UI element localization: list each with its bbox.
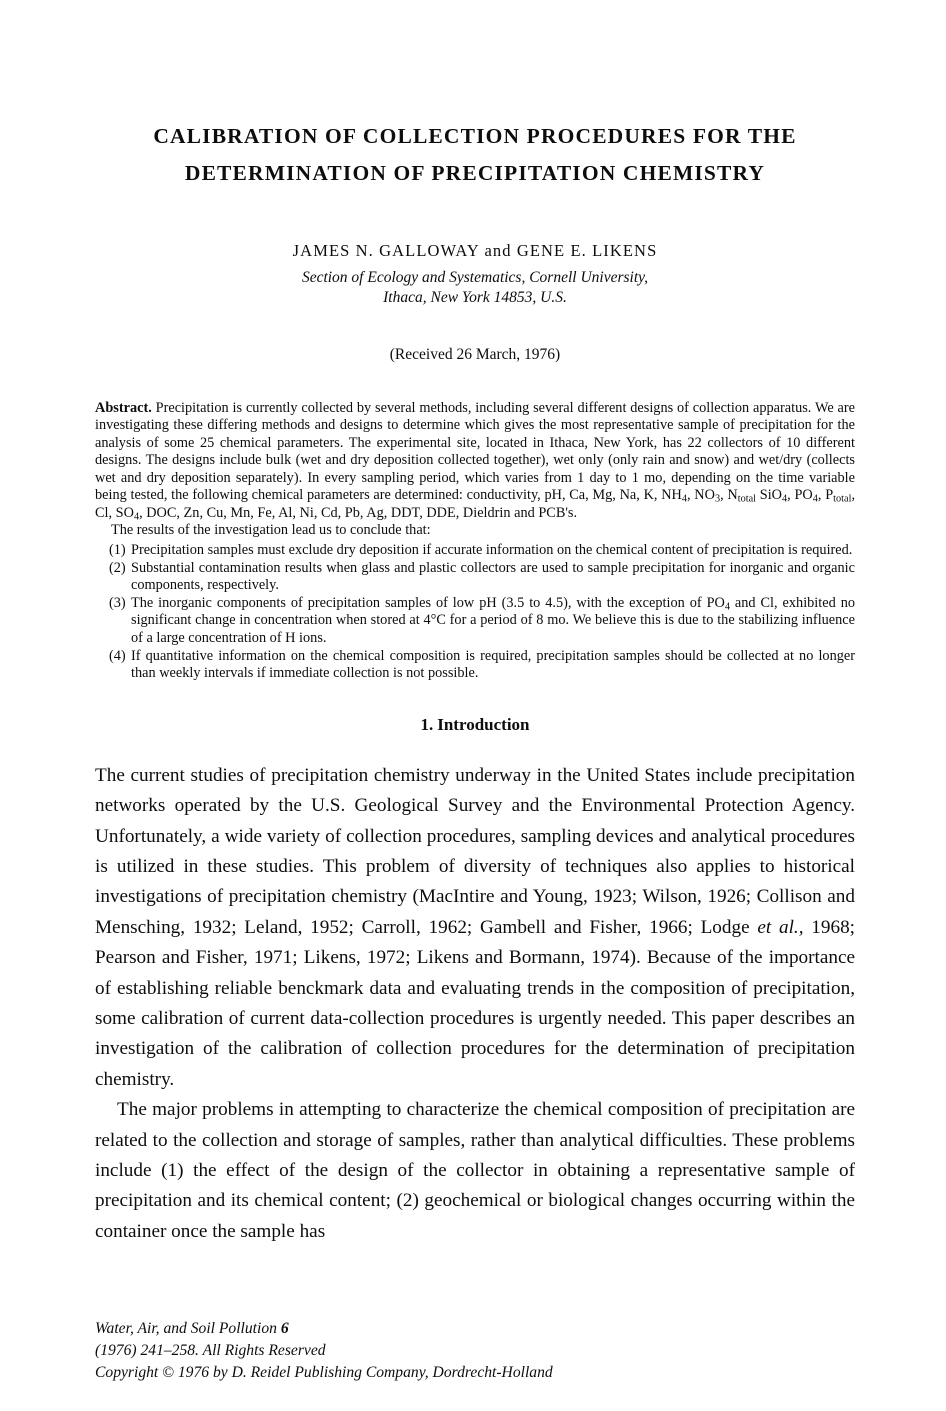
subscript-ptotal: total bbox=[833, 493, 852, 505]
footer-citation-line bbox=[95, 1318, 855, 1362]
conclusion-text-part2: and Cl, exhibited no significant change in concentration when stored at 4°C for a period of 8 mo. We believe this is due to the stabilizing influence of a large concentration of H ions. bbox=[131, 594, 855, 646]
title-line-2: DETERMINATION OF PRECIPITATION CHEMISTRY bbox=[184, 161, 766, 185]
abstract-label: Abstract. bbox=[95, 400, 152, 416]
conclusion-text-part1: The inorganic components of precipitation samples of low pH (3.5 to 4.5), with the exception of PO bbox=[131, 594, 725, 611]
paragraph-2: The major problems in attempting to characterize the chemical composition of precipitation are related to the collection and storage of samples, rather than analytical difficulties. These problems include (1) the effect of the design of the collector in obtaining a representative sample of precipitation and its chemical content; (2) geochemical or biological changes occurring within the container once the sample has bbox=[95, 1099, 855, 1242]
introduction-body bbox=[95, 761, 855, 1248]
abstract-section bbox=[95, 400, 855, 683]
page-content bbox=[95, 0, 855, 1411]
subscript-sio4: 4 bbox=[782, 493, 788, 505]
chem-sep-4: , PO bbox=[787, 487, 813, 504]
conclusion-marker: (2) bbox=[109, 559, 126, 576]
conclusion-marker: (4) bbox=[109, 647, 126, 664]
conclusion-text: Precipitation samples must exclude dry deposition if accurate information on the chemical content of precipitation is required. bbox=[131, 541, 853, 558]
chem-sep-2: , N bbox=[720, 487, 738, 504]
paragraph-1 bbox=[95, 761, 855, 1095]
chem-sep-6: , Cl, SO bbox=[95, 487, 856, 521]
conclusion-item bbox=[95, 648, 855, 683]
et-al-italic: et al., bbox=[757, 916, 804, 938]
chem-sep-1: , NO bbox=[687, 487, 715, 504]
abstract-text-main: Precipitation is currently collected by several methods, including several different designs of collection apparatus. We are investigating these differing methods and designs to determine which gives the most representative sample of precipitation for the analysis of some 25 chemical parameters. The experimental site, located in Ithaca, New York, has 22 collectors of 10 different designs. The designs include bulk (wet and dry deposition collected together), wet only (only rain and snow) and wet/dry (collects wet and dry deposition separately). In every sampling period, which varies from 1 day to 1 mo, depending on the time variable being tested, the following chemical parameters are determined: conductivity, pH, Ca, Mg, Na, K, NH bbox=[95, 400, 855, 504]
chem-sep-5: , P bbox=[817, 487, 834, 504]
abstract-body bbox=[95, 400, 855, 522]
section-title: Introduction bbox=[437, 714, 530, 734]
affiliation-line-2: Ithaca, New York 14853, U.S. bbox=[383, 289, 567, 306]
section-heading-introduction bbox=[95, 715, 855, 735]
results-intro: The results of the investigation lead us to conclude that: bbox=[111, 522, 431, 539]
title-line-1: CALIBRATION OF COLLECTION PROCEDURES FOR THE bbox=[153, 124, 797, 148]
page-footer bbox=[95, 1318, 855, 1384]
subscript-nh4: 4 bbox=[681, 493, 687, 505]
conclusion-text: Substantial contamination results when glass and plastic collectors are used to sample precipitation for inorganic and organic components, respectively. bbox=[131, 559, 855, 594]
conclusion-item bbox=[95, 595, 855, 647]
subscript-so4: 4 bbox=[133, 511, 140, 523]
journal-name: Water, Air, and Soil Pollution bbox=[95, 1320, 277, 1337]
page-title bbox=[95, 118, 855, 192]
citation-detail: (1976) 241–258. All Rights Reserved bbox=[95, 1342, 326, 1359]
chem-tail: , DOC, Zn, Cu, Mn, Fe, Al, Ni, Cd, Pb, Ag, DDT, DDE, Dieldrin and PCB's. bbox=[139, 504, 578, 521]
subscript-po4: 4 bbox=[724, 601, 730, 613]
paragraph-1-part1: The current studies of precipitation chemistry underway in the United States include precipitation networks operated by the U.S. Geological Survey and the Environmental Protection Agency. Unfortunately, a wide variety of collection procedures, sampling devices and analytical procedures is utilized in these studies. This problem of diversity of techniques also applies to historical investigations of precipitation chemistry (MacIntire and Young, 1923; Wilson, 1926; Collison and Mensching, 1932; Leland, 1952; Carroll, 1962; Gambell and Fisher, 1966; Lodge bbox=[95, 764, 855, 938]
copyright-line: Copyright © 1976 by D. Reidel Publishing Company, Dordrecht-Holland bbox=[95, 1364, 553, 1381]
chem-sep-3: SiO bbox=[756, 487, 783, 504]
author-list: JAMES N. GALLOWAY and GENE E. LIKENS bbox=[292, 241, 658, 260]
received-date: (Received 26 March, 1976) bbox=[389, 346, 561, 363]
subscript-no3: 3 bbox=[714, 493, 721, 505]
subscript-ntotal: total bbox=[737, 493, 757, 505]
conclusion-item bbox=[95, 560, 855, 595]
conclusions-list bbox=[95, 542, 855, 683]
section-number: 1. bbox=[420, 714, 434, 734]
affiliation-line-1: Section of Ecology and Systematics, Cornell University, bbox=[301, 269, 649, 286]
conclusion-marker: (3) bbox=[109, 594, 126, 611]
subscript-po4: 4 bbox=[812, 493, 818, 505]
conclusion-item bbox=[95, 542, 855, 559]
conclusion-text: If quantitative information on the chemical composition is required, precipitation samples should be collected at no longer than weekly intervals if immediate collection is not possible. bbox=[131, 647, 855, 682]
conclusion-marker: (1) bbox=[109, 541, 126, 558]
paragraph-1-part2: 1968; Pearson and Fisher, 1971; Likens, 1972; Likens and Bormann, 1974). Because of the importance of establishing reliable benckmark data and evaluating trends in the composition of precipitation, some calibration of current data-collection procedures is urgently needed. This paper describes an investigation of the calibration of collection procedures for the determination of precipitation chemistry. bbox=[95, 916, 855, 1090]
affiliation bbox=[95, 268, 855, 308]
volume-number: 6 bbox=[280, 1320, 289, 1337]
